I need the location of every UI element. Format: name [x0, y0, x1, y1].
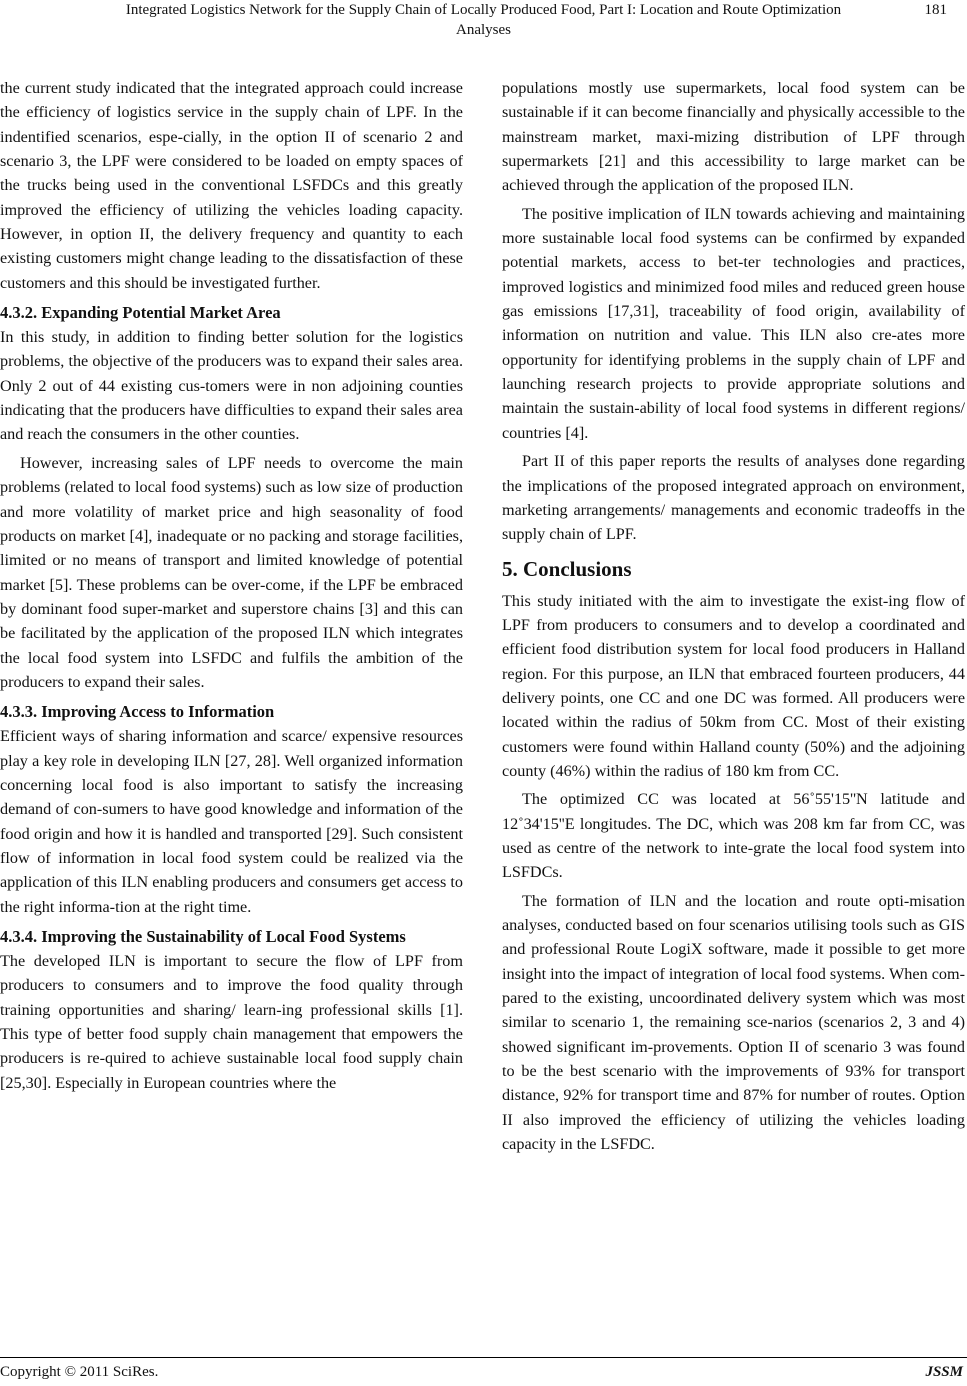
- paragraph: The positive implication of ILN towards achieving and maintaining more sustainable local food systems can be confirmed by expanded potential markets, access to bet-ter technologies and practices, improved logistics and minimized food miles and reduced green house gas emissions [17,31], traceability of food origin, availability of information on nutrition and value. This ILN also cre-ates more opportunity for identifying problems in the supply chain of LPF and launching research projects to provide appropriate solutions and maintain the sustain-ability of local food systems in different regions/ countries [4].: [502, 204, 965, 442]
- paragraph: However, increasing sales of LPF needs to overcome the main problems (related to local food systems) such as low size of production and more volatility of market price and high seasonality of food products on market [4], inadequate or no packing and storage facilities, limited or no means of transport and limited knowledge of potential market [5]. These problems can be over-come, if the LPF be embraced by dominant food super-market and superstore chains [3] and this can be facilitated by the application of the proposed ILN which integrates the local food system into LSFDC and fulfils the ambition of the producers to expand their sales.: [0, 453, 463, 691]
- page-footer: [0, 1357, 967, 1386]
- left-column: [0, 76, 463, 1095]
- running-header: [20, 0, 947, 40]
- copyright-notice: Copyright © 2011 SciRes.: [0, 1364, 159, 1380]
- paragraph: The formation of ILN and the location and route opti-misation analyses, conducted based on four scenarios utilising tools such as GIS and professional Route LogiX software, made it possible to get more insight into the impact of integration of local food systems. When com-pared to the existing, uncoordinated delivery system which was most similar to scenario 1, the remaining sce-narios (scenarios 2, 3 and 4) showed significant im-provements. Option II of scenario 3 was found to be the best scenario with the improvements of 93% for transport distance, 92% for transport time and 87% for number of routes. Option II also improved the efficiency of utilizing the vehicles loading capacity in the LSFDC.: [502, 891, 965, 1154]
- paragraph: Efficient ways of sharing information and scarce/ expensive resources play a key role in developing ILN [27, 28]. Well organized information concerning local food is also important to satisfy the increasing demand of con-sumers to have good knowledge and information of the food origin and how it is handled and transported [29]. Such consistent flow of information in local food system could be realized via the application of this ILN enabling producers and consumers get access to the right informa-tion at the right time.: [0, 727, 463, 916]
- journal-abbreviation: JSSM: [925, 1364, 963, 1380]
- page-number: 181: [924, 2, 947, 18]
- paragraph: This study initiated with the aim to investigate the exist-ing flow of LPF from producers to consumers and to develop a coordinated and efficient food distribution system for local food producers in Halland region. For this purpose, an ILN that embraced fourteen producers, 44 delivery points, one CC and one DC was formed. All producers were located within the radius of 50km from CC. Most of their existing customers were found within Halland county (50%) and the adjoining county (46%) within the radius of 180 km from CC.: [502, 591, 965, 780]
- section-heading-4-3-2: 4.3.2. Expanding Potential Market Area: [0, 303, 281, 323]
- right-column: [502, 76, 965, 1156]
- running-title-line1: Integrated Logistics Network for the Supply Chain of Locally Produced Food, Part I: Location and Route Optimization: [125, 2, 842, 18]
- paragraph: The developed ILN is important to secure the flow of LPF from producers to consumers and to improve the food quality through training opportunities and sharing/ learn-ing professional skills [1]. This type of better food supply chain management that empowers the producers is re-quired to achieve sustainable local food supply chain [25,30]. Especially in European countries where the: [0, 952, 463, 1092]
- paragraph: the current study indicated that the integrated approach could increase the efficiency of logistics service in the supply chain of LPF. In the indentified scenarios, espe-cially, in the option II of scenario 2 and scenario 3, the LPF were considered to be loaded on empty spaces of the trucks being used in the conventional LSFDCs and this greatly improved the efficiency of utilizing the vehicles loading capacity. However, in option II, the delivery frequency and quantity to each existing customers might change leading to the dissatisfaction of these customers and this should be investigated further.: [0, 79, 463, 292]
- paragraph: populations mostly use supermarkets, local food system can be sustainable if it can become financially and physically accessible to the mainstream market, maxi-mizing distribution of LPF through supermarkets [21] and this accessibility to large market can be achieved through the application of the proposed ILN.: [502, 79, 965, 195]
- section-heading-4-3-4: 4.3.4. Improving the Sustainability of Local Food Systems: [0, 927, 406, 946]
- paragraph: In this study, in addition to finding better solution for the logistics problems, the objective of the producers was to expand their sales area. Only 2 out of 44 existing cus-tomers were in non adjoining counties indicating that the producers have difficulties to expand their sales area and reach the consumers in the other counties.: [0, 328, 463, 444]
- paragraph: The optimized CC was located at 56˚55'15''N latitude and 12˚34'15''E longitudes. The DC, which was 208 km far from CC, was used as centre of the network to inte-grate the local food system into LSFDCs.: [502, 790, 965, 882]
- paragraph: Part II of this paper reports the results of analyses done regarding the implications of the proposed integrated approach on environment, marketing arrangements/ managements and economic tradeoffs in the supply chain of LPF.: [502, 452, 965, 544]
- section-heading-4-3-3: 4.3.3. Improving Access to Information: [0, 702, 275, 722]
- running-title-line2: Analyses: [456, 22, 511, 38]
- section-heading-5-conclusions: 5. Conclusions: [502, 556, 632, 581]
